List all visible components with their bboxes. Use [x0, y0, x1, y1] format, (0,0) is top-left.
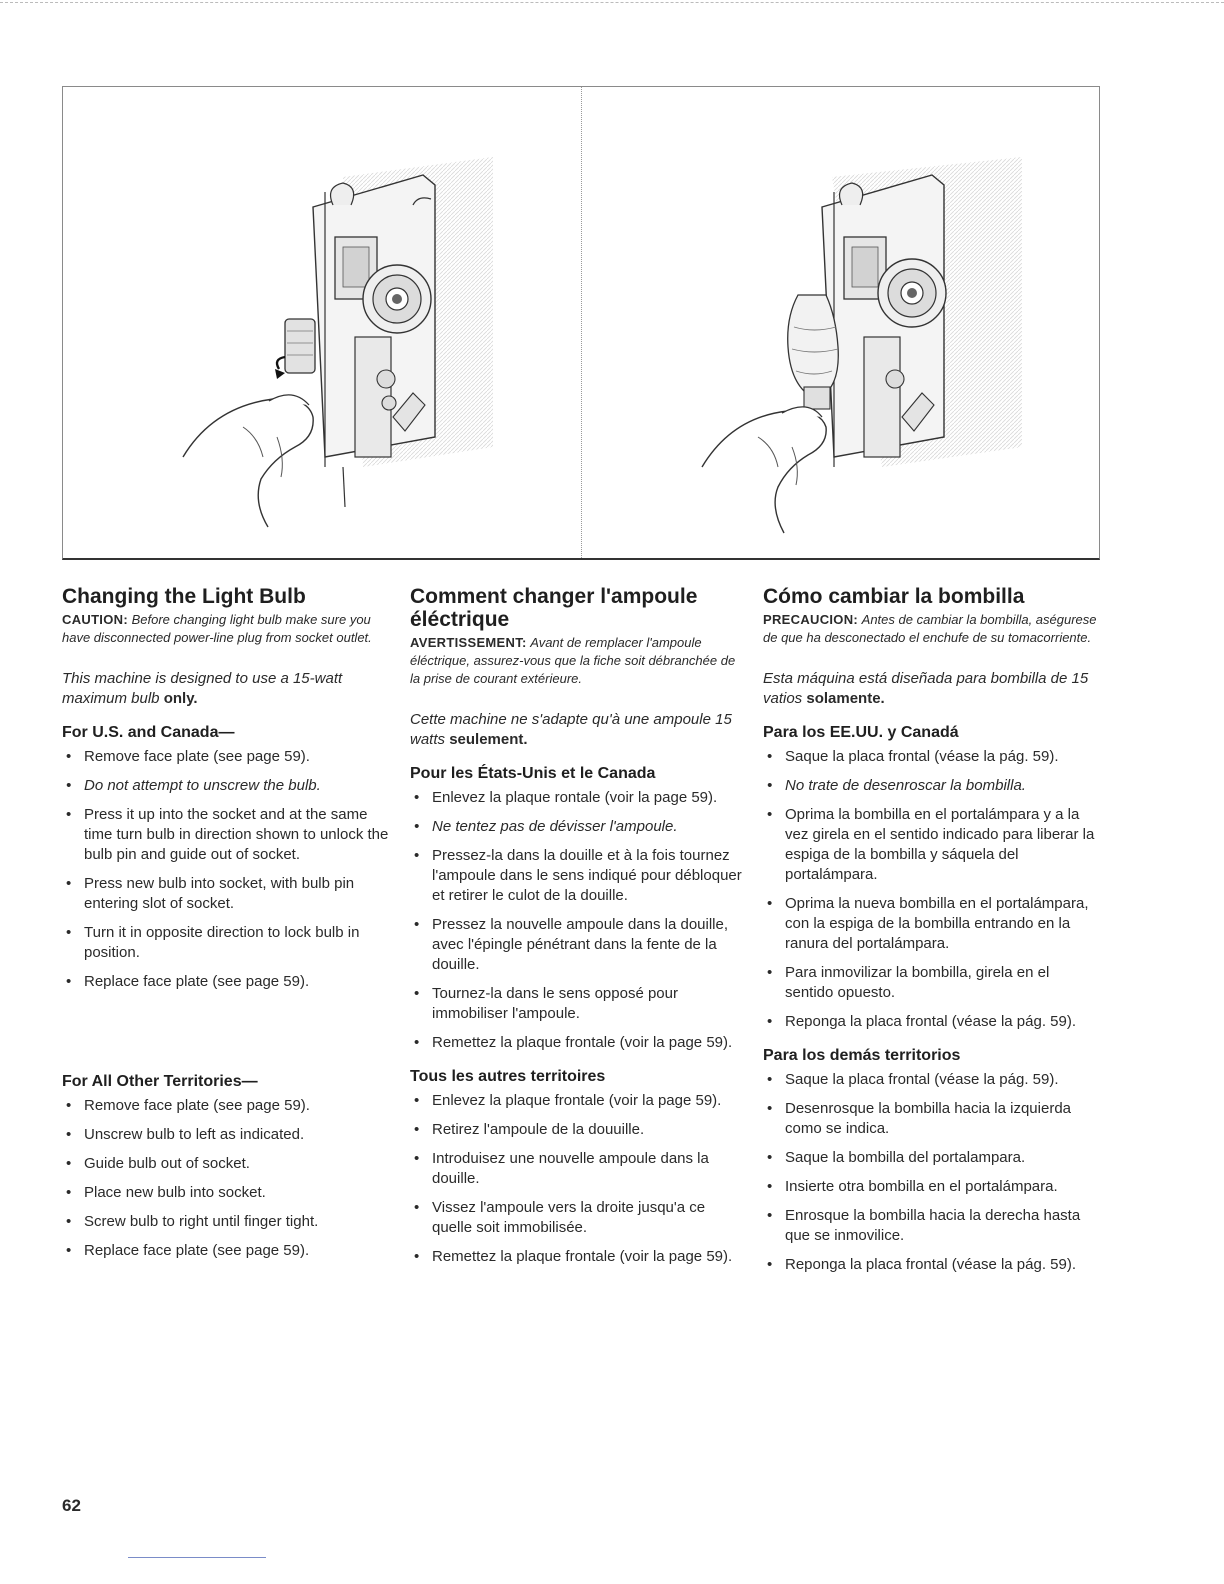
french-caution [410, 634, 742, 688]
page-number: 62 [62, 1496, 81, 1515]
list-item: • Saque la placa frontal (véase la pág. 59). [763, 747, 1097, 767]
list-item: • Tournez-la dans le sens opposé pour immobiliser l'ampoule. [410, 984, 742, 1024]
french-design-emphasis: seulement. [449, 731, 528, 748]
english-us-heading: For U.S. and Canada— [62, 724, 235, 741]
illustration-frame [62, 86, 1100, 560]
list-item: • Press it up into the socket and at the same time turn bulb in direction shown to unlock the bulb pin and guide out of socket. [62, 805, 392, 865]
french-us-list [410, 788, 742, 1053]
list-item: • Ne tentez pas de dévisser l'ampoule. [410, 817, 742, 837]
french-us-heading: Pour les États-Unis et le Canada [410, 765, 656, 782]
english-design-emphasis: only. [163, 690, 198, 707]
list-item: • Enlevez la plaque rontale (voir la page 59). [410, 788, 742, 808]
spanish-design-note [763, 669, 1097, 709]
english-design-note [62, 669, 392, 709]
list-item: • Pressez la nouvelle ampoule dans la douille, avec l'épingle pénétrant dans la fente de la douille. [410, 915, 742, 975]
french-caution-text: Avant de remplacer l'ampoule éléctrique, assurez-vous que la fiche soit débranchée de la prise de courant extérieure. [410, 635, 736, 686]
list-item: • Unscrew bulb to left as indicated. [62, 1125, 392, 1145]
list-item: • Desenrosque la bombilla hacia la izquierda como se indica. [763, 1099, 1097, 1139]
spanish-caution-text: Antes de cambiar la bombilla, aségurese de que ha desconectado el enchufe de su tomacorriente. [763, 612, 1097, 645]
spanish-design-emphasis: solamente. [806, 690, 885, 707]
list-item: • Reponga la placa frontal (véase la pág. 59). [763, 1255, 1097, 1275]
french-design-text: Cette machine ne s'adapte qu'à une ampoule 15 watts [410, 711, 732, 748]
list-item: • Oprima la bombilla en el portalámpara y a la vez girela en el sentido indicado para liberar la espiga de la bombilla y sáquela del portalámpara. [763, 805, 1097, 885]
list-item: • Remove face plate (see page 59). [62, 747, 392, 767]
list-item: • Pressez-la dans la douille et à la fois tournez l'ampoule dans le sens indiqué pour débloquer et retirer le culot de la douille. [410, 846, 742, 906]
english-caution-text: Before changing light bulb make sure you have disconnected power-line plug from socket outlet. [62, 612, 372, 645]
list-item: • Saque la bombilla del portalampara. [763, 1148, 1097, 1168]
english-other-list [62, 1096, 392, 1261]
spanish-design-text: Esta máquina está diseñada para bombilla de 15 vatios [763, 670, 1089, 707]
spanish-other-list [763, 1070, 1097, 1275]
list-item: • Introduisez une nouvelle ampoule dans la douille. [410, 1149, 742, 1189]
spanish-title: Cómo cambiar la bombilla [763, 585, 1025, 608]
french-column [410, 585, 742, 1276]
english-caution [62, 611, 392, 647]
spanish-other-heading: Para los demás territorios [763, 1047, 961, 1064]
spanish-column [763, 585, 1097, 1284]
list-item: • Remettez la plaque frontale (voir la page 59). [410, 1033, 742, 1053]
list-item: • Enlevez la plaque frontale (voir la page 59). [410, 1091, 742, 1111]
list-item: • Remettez la plaque frontale (voir la page 59). [410, 1247, 742, 1267]
french-title: Comment changer l'ampoule éléctrique [410, 585, 698, 631]
list-item: • Guide bulb out of socket. [62, 1154, 392, 1174]
french-other-heading: Tous les autres territoires [410, 1068, 606, 1085]
list-item: • Para inmovilizar la bombilla, girela en el sentido opuesto. [763, 963, 1097, 1003]
english-title: Changing the Light Bulb [62, 585, 306, 608]
list-item: • Reponga la placa frontal (véase la pág. 59). [763, 1012, 1097, 1032]
list-item: • Retirez l'ampoule de la douuille. [410, 1120, 742, 1140]
spanish-caution-label: PRECAUCION: [763, 612, 859, 627]
english-us-list [62, 747, 392, 992]
list-item: • Oprima la nueva bombilla en el portalámpara, con la espiga de la bombilla entrando en la ranura del portalámpara. [763, 894, 1097, 954]
spanish-caution [763, 611, 1097, 647]
list-item: • Place new bulb into socket. [62, 1183, 392, 1203]
french-design-note [410, 710, 742, 750]
english-caution-label: CAUTION: [62, 612, 128, 627]
list-item: • Screw bulb to right until finger tight. [62, 1212, 392, 1232]
french-other-list [410, 1091, 742, 1267]
bulb-install-illustration [582, 87, 1100, 559]
list-item: • Vissez l'ampoule vers la droite jusqu'a ce quelle soit immobilisée. [410, 1198, 742, 1238]
spanish-us-heading: Para los EE.UU. y Canadá [763, 724, 959, 741]
english-other-heading: For All Other Territories— [62, 1073, 258, 1090]
english-design-text: This machine is designed to use a 15-watt maximum bulb [62, 670, 343, 707]
footer-rule [128, 1557, 266, 1558]
list-item: • Insierte otra bombilla en el portalámpara. [763, 1177, 1097, 1197]
list-item: • Replace face plate (see page 59). [62, 972, 392, 992]
list-item: • Remove face plate (see page 59). [62, 1096, 392, 1116]
list-item: • Turn it in opposite direction to lock bulb in position. [62, 923, 392, 963]
list-item: • Saque la placa frontal (véase la pág. 59). [763, 1070, 1097, 1090]
list-item: • Do not attempt to unscrew the bulb. [62, 776, 392, 796]
english-column [62, 585, 392, 1270]
list-item: • No trate de desenroscar la bombilla. [763, 776, 1097, 796]
scan-edge-line [0, 2, 1224, 3]
list-item: • Enrosque la bombilla hacia la derecha hasta que se inmovilice. [763, 1206, 1097, 1246]
french-caution-label: AVERTISSEMENT: [410, 635, 527, 650]
list-item: • Press new bulb into socket, with bulb pin entering slot of socket. [62, 874, 392, 914]
spanish-us-list [763, 747, 1097, 1032]
bulb-removal-illustration [63, 87, 581, 559]
list-item: • Replace face plate (see page 59). [62, 1241, 392, 1261]
